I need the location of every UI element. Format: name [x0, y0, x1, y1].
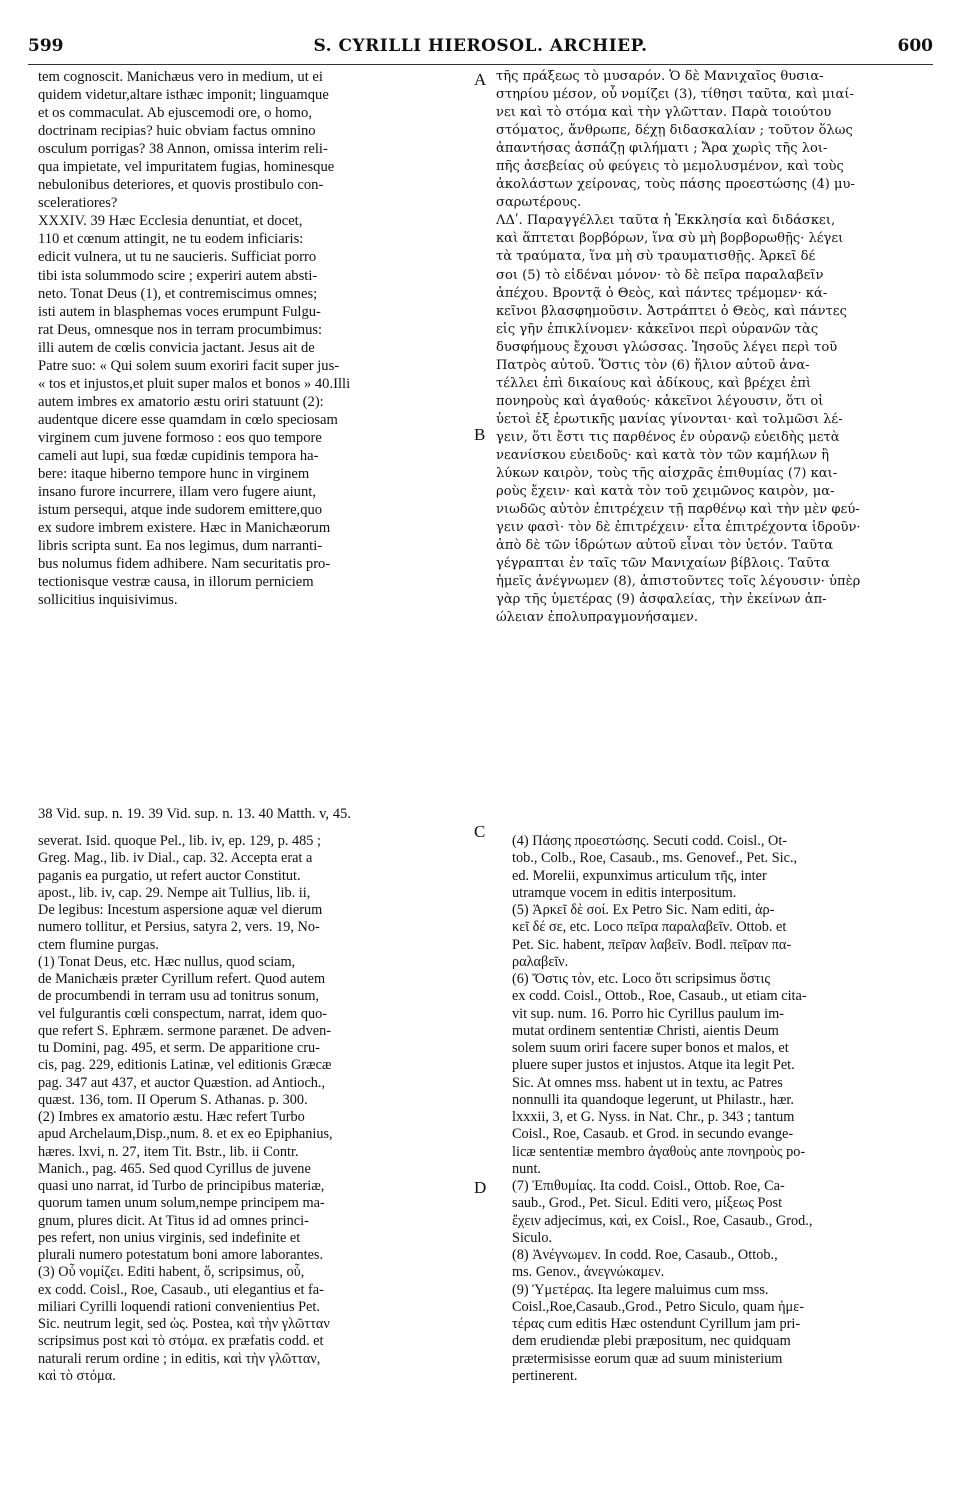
note-line: (2) Imbres ex amatorio æstu. Hæc refert Turbo — [38, 1109, 305, 1125]
latin-text-line: quidem videtur,altare isthæc imponit; linguamque — [38, 87, 329, 104]
greek-column — [496, 68, 928, 627]
latin-text-line: virginem cum juvene formoso : eos quo tempore — [38, 429, 322, 446]
note-line: Pet. Sic. habent, πεῖραν λαβεῖν. Bodl. πεῖραν πα- — [512, 936, 792, 953]
greek-text-line: ὑετοὶ ἐξ ἐρωτικῆς μανίας γίνονται· καὶ τολμῶσι λέ- — [496, 411, 843, 427]
note-line: mutat ordinem sententiæ Christi, aientis Deum — [512, 1022, 779, 1039]
greek-text-line: γὰρ τῆς ὑμετέρας (9) ἀσφαλείας, τὴν ἐκείνων ἀπ- — [496, 592, 827, 608]
latin-text-line: illi autem de cœlis convicia jactant. Jesus ait de — [38, 339, 315, 356]
greek-text-line: σοι (5) τὸ εἰδέναι μόνον· τὸ δὲ πεῖρα παραλαβεῖν — [496, 267, 824, 283]
latin-text-line: tibi ista solummodo scire ; experiri autem absti- — [38, 267, 318, 284]
latin-text-line: Patre suo: « Qui solem suum exoriri facit super jus- — [38, 357, 340, 374]
latin-text-line: sollicitius inquisivimus. — [38, 592, 178, 609]
note-line: ἔχειν adjecimus, καὶ, ex Coisl., Roe, Casaub., Grod., — [512, 1212, 813, 1229]
note-line: pertinerent. — [512, 1367, 578, 1384]
latin-text-line: libris scripta sunt. Ea nos legimus, dum narranti- — [38, 538, 323, 555]
note-line: miliari Cyrilli loquendi rationi convenientius Pet. — [38, 1298, 320, 1315]
note-line: De legibus: Incestum aspersione aquæ vel dierum — [38, 902, 323, 918]
note-line: paganis ea purgatio, ut refert auctor Constitut. — [38, 867, 301, 884]
note-line: (7) Ἐπιθυμίας. Ita codd. Coisl., Ottob. Roe, Ca- — [512, 1178, 785, 1194]
greek-text-line: νει καὶ τὸ στόμα καὶ τὴν γλῶτταν. Παρὰ τοιούτου — [496, 105, 832, 121]
note-line: Siculo. — [512, 1229, 553, 1246]
greek-text-line: Πατρὸς αὐτοῦ. Ὅστις τὸν (6) ἥλιον αὐτοῦ ἀνα- — [496, 357, 810, 373]
note-line: apud Archelaum,Disp.,num. 8. et ex eo Epiphanius, — [38, 1126, 333, 1143]
greek-text-line: στόματος, ἄνθρωπε, δέχῃ διδασκαλίαν ; τοῦτον ὅλως — [496, 123, 853, 139]
margin-marker-a: A — [474, 70, 487, 89]
notes-left-column — [38, 833, 470, 1385]
footnote-references: 38 Vid. sup. n. 19. 39 Vid. sup. n. 13. 40 Matth. v, 45. — [38, 806, 351, 822]
greek-text-line: πῆς ἀσεβείας οὐ φεύγεις τὸ μεμολυσμένον, καὶ τοὺς — [496, 159, 844, 175]
note-line: ραλαβεῖν. — [512, 953, 569, 970]
margin-marker-b: B — [474, 425, 486, 444]
greek-text-line: ΛΔʹ. Παραγγέλλει ταῦτα ἡ Ἐκκλησία καὶ διδάσκει, — [496, 213, 836, 229]
greek-text-line: δυσφήμους ἔχουσι γλώσσας. Ἰησοῦς λέγει περὶ τοῦ — [496, 339, 838, 355]
note-line: quorum tamen unum solum,nempe principem ma- — [38, 1195, 325, 1212]
note-line: prætermisisse eorum quæ ad suum ministerium — [512, 1350, 783, 1367]
note-line: plurali numero potestatum boni amore laborantes. — [38, 1247, 324, 1263]
margin-marker-c: C — [474, 822, 486, 841]
note-line: de procumbendi in terram usu ad tonitrus sonum, — [38, 988, 320, 1005]
note-line: Greg. Mag., lib. iv Dial., cap. 32. Accepta erat a — [38, 850, 313, 867]
running-title: S. CYRILLI HIEROSOL. ARCHIEP. — [313, 36, 648, 56]
greek-text-line: σαρωτέρους. — [496, 195, 582, 211]
latin-text-line: et os commaculat. Ab ejuscemodi ore, o homo, — [38, 105, 312, 122]
note-line: ms. Genov., ἀνεγνώκαμεν. — [512, 1264, 665, 1281]
note-line: severat. Isid. quoque Pel., lib. iv, ep. 129, p. 485 ; — [38, 833, 321, 849]
greek-text-line: νιωδῶς αὐτὸν ἐπιτρέχειν τῇ παρθένῳ καὶ τὴν μὲν φεύ- — [496, 502, 860, 518]
note-line: cis, pag. 229, editionis Latinæ, vel editionis Græcæ — [38, 1057, 332, 1074]
note-line: quæst. 136, tom. II Operum S. Athanas. p. 300. — [38, 1091, 308, 1108]
note-line: ex codd. Coisl., Roe, Casaub., uti elegantius et fa- — [38, 1281, 324, 1298]
greek-text-line: πονηροὺς καὶ ἀγαθούς· κἀκεῖνοι λέγουσιν, ὅτι οἱ — [496, 393, 824, 409]
note-line: (9) Ὑμετέρας. Ita legere maluimus cum mss. — [512, 1281, 769, 1298]
note-line: pes refert, non unius virginis, sed indefinite et — [38, 1229, 301, 1246]
page-number-right: 600 — [897, 36, 933, 56]
note-line: κεῖ δέ σε, etc. Loco πεῖρα παραλαβεῖν. Ottob. et — [512, 919, 787, 936]
latin-text-line: rat Deus, omnesque nos in terram procumbimus: — [38, 321, 323, 338]
note-line: vel fulgurantis cœli conspectum, narrat, idem quo- — [38, 1005, 328, 1022]
note-line: saub., Grod., Pet. Sicul. Editi vero, μίξεως Post — [512, 1195, 783, 1212]
latin-text-line: tem cognoscit. Manichæus vero in medium, ut ei — [38, 69, 323, 85]
note-line: nonnulli ita quandoque legerunt, ut Philastr., hær. — [512, 1091, 794, 1108]
latin-text-line: tectionisque vestræ causa, in illorum perniciem — [38, 574, 314, 591]
greek-text-line: νεανίσκου εὐειδοῦς· καὶ κατὰ τὸν τῶν καμήλων ἢ — [496, 447, 830, 463]
latin-text-line: sceleratiores? — [38, 195, 118, 212]
latin-text-line: 110 et cœnum attingit, ne tu eodem inficiaris: — [38, 231, 304, 248]
note-line: tob., Colb., Roe, Casaub., ms. Genovef., Pet. Sic., — [512, 850, 798, 867]
margin-marker-d: D — [474, 1178, 487, 1197]
note-line: licæ sententiæ membro ἀγαθοὺς ante πονηροὺς po- — [512, 1143, 806, 1160]
note-line: apost., lib. iv, cap. 29. Nempe ait Tullius, lib. ii, — [38, 884, 311, 901]
greek-text-line: ἀπαντήσας ἀσπάζῃ φιλήματι ; Ἄρα χωρὶς τῆς λοι- — [496, 141, 828, 157]
header-rule — [28, 64, 933, 65]
note-line: solem suum oriri facere super bonos et malos, et — [512, 1040, 789, 1056]
note-line: naturali rerum ordine ; in editis, καὶ τὴν γλῶτταν, — [38, 1350, 321, 1367]
page-number-left: 599 — [28, 36, 64, 56]
greek-text-line: τέλλει ἐπὶ δικαίους καὶ ἀδίκους, καὶ βρέχει ἐπὶ — [496, 375, 812, 391]
greek-text-line: εἰς γῆν ἐπικλίνομεν· κἀκεῖνοι περὶ οὐρανῶν τὰς — [496, 321, 819, 337]
note-line: ed. Morelii, expunximus articulum τῆς, inter — [512, 867, 767, 884]
note-line: Coisl., Roe, Casaub. et Grod. in secundo evange- — [512, 1126, 794, 1143]
latin-column — [38, 68, 470, 609]
notes-right-column — [512, 833, 932, 1385]
greek-text-line: ἀκολάστων χείρονας, τοὺς πάσης προεστώσης (4) μυ- — [496, 177, 855, 193]
note-line: (5) Ἀρκεῖ δὲ σοί. Ex Petro Sic. Nam editi, ἀρ- — [512, 902, 775, 918]
note-line: de Manichæis præter Cyrillum refert. Quod autem — [38, 971, 326, 987]
note-line: (1) Tonat Deus, etc. Hæc nullus, quod sciam, — [38, 953, 296, 970]
latin-text-line: bere: itaque hiberno tempore hunc in virginem — [38, 466, 310, 483]
note-line: nunt. — [512, 1160, 541, 1177]
note-line: ex codd. Coisl., Ottob., Roe, Casaub., ut etiam cita- — [512, 988, 807, 1005]
latin-text-line: XXXIV. 39 Hæc Ecclesia denuntiat, et docet, — [38, 213, 303, 230]
greek-text-line: καὶ ἅπτεται βορβόρων, ἵνα σὺ μὴ βορβορωθῇς· λέγει — [496, 231, 844, 247]
latin-text-line: qua impietate, vel impuritatem fugias, hominesque — [38, 159, 335, 176]
greek-text-line: ἡμεῖς ἀνέγνωμεν (8), ἀπιστοῦντες τοῖς λέγουσιν· ὑπὲρ — [496, 574, 861, 590]
note-line: numero tollitur, et Persius, satyra 2, vers. 19, No- — [38, 919, 320, 936]
latin-text-line: osculum porrigas? 38 Annon, omissa interim reli- — [38, 141, 328, 158]
note-line: (6) Ὅστις τὸν, etc. Loco ὅτι scripsimus ὅστις — [512, 971, 771, 987]
latin-text-line: ex sudore imbrem existere. Hæc in Manichæorum — [38, 520, 331, 537]
greek-text-line: λύκων καιρὸν, τοὺς τῆς αἰσχρᾶς ἐπιθυμίας (7) και- — [496, 466, 838, 482]
note-line: Sic. neutrum legit, sed ὡς. Postea, καὶ τὴν γλῶτταν — [38, 1316, 330, 1332]
latin-text-line: doctrinam recipias? huic obviam factus omnino — [38, 123, 316, 140]
greek-text-line: τὰ τραύματα, ἵνα μὴ σὺ τραυματισθῇς. Ἀρκεῖ δέ — [496, 249, 816, 265]
greek-text-line: ώλειαν ἐπολυπραγμονήσαμεν. — [496, 610, 698, 626]
note-line: pluere super justos et injustos. Atque ita legit Pet. — [512, 1057, 795, 1074]
greek-text-line: γειν φασὶ· τὸν δὲ ἐπιτρέχειν· εἶτα ἐπιτρέχοντα ἱδροῦν· — [496, 520, 861, 536]
latin-text-line: cameli aut lupi, sua fœdæ cupidinis tempora ha- — [38, 447, 319, 464]
note-line: pag. 347 aut 437, et auctor Quæstion. ad Antioch., — [38, 1074, 326, 1091]
latin-text-line: nebulonibus deteriores, et quovis prostibulo con- — [38, 177, 324, 194]
latin-text-line: autem imbres ex amatorio æstu oriri statuunt (2): — [38, 393, 324, 410]
note-line: lxxxii, 3, et G. Nyss. in Nat. Chr., p. 343 ; tantum — [512, 1109, 795, 1125]
note-line: Manich., pag. 465. Sed quod Cyrillus de juvene — [38, 1160, 311, 1177]
latin-text-line: neto. Tonat Deus (1), et contremiscimus omnes; — [38, 285, 318, 302]
note-line: scripsimus post καὶ τὸ στόμα. ex præfatis codd. et — [38, 1333, 324, 1350]
note-line: tu Domini, pag. 495, et serm. De apparitione cru- — [38, 1040, 320, 1056]
page-header — [28, 36, 933, 62]
note-line: vit sup. num. 16. Porro hic Cyrillus paulum im- — [512, 1005, 785, 1022]
latin-text-line: audentque dicere esse quamdam in cœlo speciosam — [38, 411, 338, 428]
greek-text-line: ροὺς ἔχειν· καὶ κατὰ τὸν τοῦ χειμῶνος καιρὸν, μα- — [496, 484, 835, 500]
greek-text-line: γέγραπται ἐν ταῖς τῶν Μανιχαίων βίβλοις. Ταῦτα — [496, 556, 830, 572]
note-line: hæres. lxvi, n. 27, item Tit. Bstr., lib. ii Contr. — [38, 1143, 299, 1160]
latin-text-line: bus nolumus fidem adhibere. Nam securitatis pro- — [38, 556, 331, 573]
latin-text-line: edicit vulnera, ut tu ne saucieris. Sufficiat porro — [38, 249, 317, 266]
note-line: Sic. At omnes mss. habent ut in textu, ac Patres — [512, 1074, 783, 1091]
note-line: Coisl.,Roe,Casaub.,Grod., Petro Siculo, quam ἡμε- — [512, 1298, 804, 1315]
latin-text-line: isti autem in blasphemas voces erumpunt Fulgu- — [38, 303, 321, 320]
note-line: (4) Πάσης προεστώσης. Secuti codd. Coisl., Ot- — [512, 833, 788, 849]
note-line: gnum, plures dicit. At Titus id ad omnes princi- — [38, 1212, 309, 1229]
note-line: dem erudiendæ plebi præpositum, nec quidquam — [512, 1333, 791, 1350]
note-line: quasi uno narrat, id Turbo de principibus materiæ, — [38, 1178, 325, 1194]
note-line: ctem flumine purgas. — [38, 936, 159, 953]
note-line: καὶ τὸ στόμα. — [38, 1367, 116, 1384]
note-line: utramque vocem in editis interpositum. — [512, 884, 737, 901]
greek-text-line: γειν, ὅτι ἔστι τις παρθένος ἐν οὐρανῷ εὐειδὴς μετὰ — [496, 429, 840, 445]
note-line: (8) Ἀνέγνωμεν. In codd. Roe, Casaub., Ottob., — [512, 1247, 778, 1263]
greek-text-line: στηρίου μέσον, οὗ νομίζει (3), τίθησι ταῦτα, καὶ μιαί- — [496, 87, 854, 103]
greek-text-line: τῆς πράξεως τὸ μυσαρόν. Ὁ δὲ Μανιχαῖος θυσια- — [496, 69, 824, 84]
note-line: que refert S. Ephræm. sermone parænet. De adven- — [38, 1022, 331, 1039]
note-line: (3) Οὗ νομίζει. Editi habent, ὅ, scripsimus, οὗ, — [38, 1264, 305, 1281]
latin-text-line: insano furore incurrere, illam vero fugere aiunt, — [38, 484, 316, 501]
latin-text-line: « tos et injustos,et pluit super malos et bonos » 40.Illi — [38, 375, 351, 392]
greek-text-line: ἀπέχου. Βροντᾷ ὁ Θεὸς, καὶ πάντες τρέμομεν· κά- — [496, 285, 828, 301]
latin-text-line: istum persequi, atque inde sudorem emittere,quo — [38, 502, 323, 519]
greek-text-line: κεῖνοι βλασφημοῦσιν. Ἀστράπτει ὁ Θεὸς, καὶ πάντες — [496, 303, 847, 319]
greek-text-line: ἀπὸ δὲ τῶν ἱδρώτων αὐτοῦ εἶναι τὸν ὑετόν. Ταῦτα — [496, 538, 834, 554]
note-line: τέρας cum editis Hæc ostendunt Cyrillum jam pri- — [512, 1316, 801, 1332]
